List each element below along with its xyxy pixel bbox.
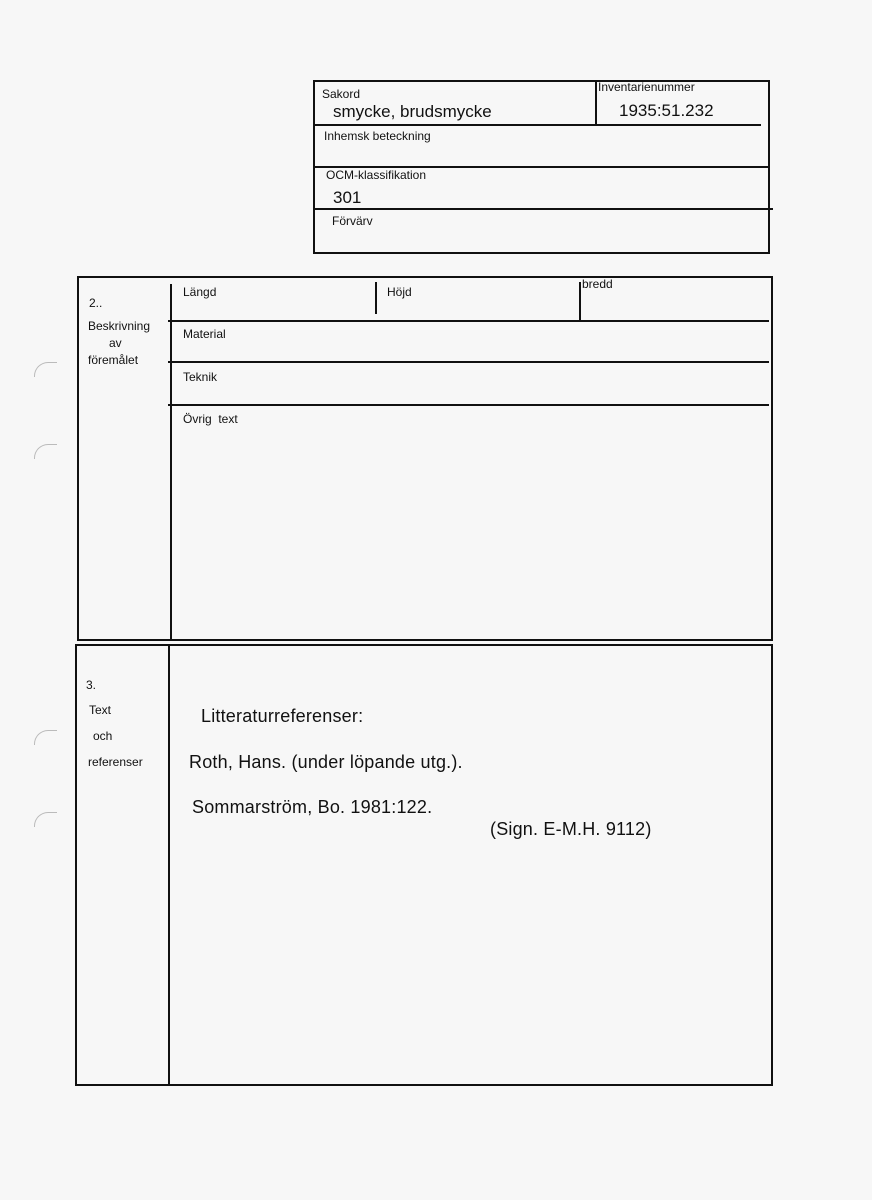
bredd-label: bredd <box>582 277 613 291</box>
inventarienummer-value: 1935:51.232 <box>619 101 714 120</box>
reference-sommarstrom: Sommarström, Bo. 1981:122. <box>192 797 433 817</box>
ovrig-text-label: Övrig text <box>183 412 238 426</box>
inhemsk-beteckning-label: Inhemsk beteckning <box>324 129 431 143</box>
section-2-rule-3 <box>168 404 769 406</box>
section-2-number: 2.. <box>89 296 103 310</box>
material-label: Material <box>183 327 226 341</box>
section-2-title-line1: Beskrivning <box>88 319 151 333</box>
inventarienummer-label: Inventarienummer <box>598 80 695 94</box>
langd-label: Längd <box>183 285 217 299</box>
hojd-label: Höjd <box>387 285 412 299</box>
section-3-box <box>75 644 773 1086</box>
signature: (Sign. E-M.H. 9112) <box>490 819 652 839</box>
bredd-divider <box>579 282 581 322</box>
header-rule-1 <box>313 124 761 126</box>
section-3-title-line3: referenser <box>88 755 143 769</box>
punch-hole-1 <box>34 362 57 377</box>
section-3-title-line2: och <box>93 729 113 743</box>
punch-hole-4 <box>34 812 57 827</box>
section-3-left-divider <box>168 645 170 1085</box>
section-3-number: 3. <box>86 678 97 692</box>
punch-hole-3 <box>34 730 57 745</box>
section-2-rule-2 <box>168 361 769 363</box>
sakord-value: smycke, brudsmycke <box>333 102 492 121</box>
teknik-label: Teknik <box>183 370 218 384</box>
header-rule-3 <box>313 208 773 210</box>
hojd-divider <box>375 282 377 314</box>
punch-hole-2 <box>34 444 57 459</box>
ocm-value: 301 <box>333 188 362 207</box>
references-heading: Litteraturreferenser: <box>201 706 364 726</box>
section-2-title-line3: föremålet <box>88 353 139 367</box>
section-2-rule-1 <box>168 320 769 322</box>
section-3-title-line1: Text <box>89 703 112 717</box>
ocm-klassifikation-label: OCM-klassifikation <box>326 168 427 182</box>
header-divider-vertical <box>595 80 597 126</box>
reference-roth: Roth, Hans. (under löpande utg.). <box>189 752 463 772</box>
section-2-box <box>77 276 773 641</box>
section-2-title-line2: av <box>109 336 122 350</box>
section-2-left-divider <box>170 284 172 640</box>
sakord-label: Sakord <box>322 87 361 101</box>
forvarv-label: Förvärv <box>332 214 373 228</box>
